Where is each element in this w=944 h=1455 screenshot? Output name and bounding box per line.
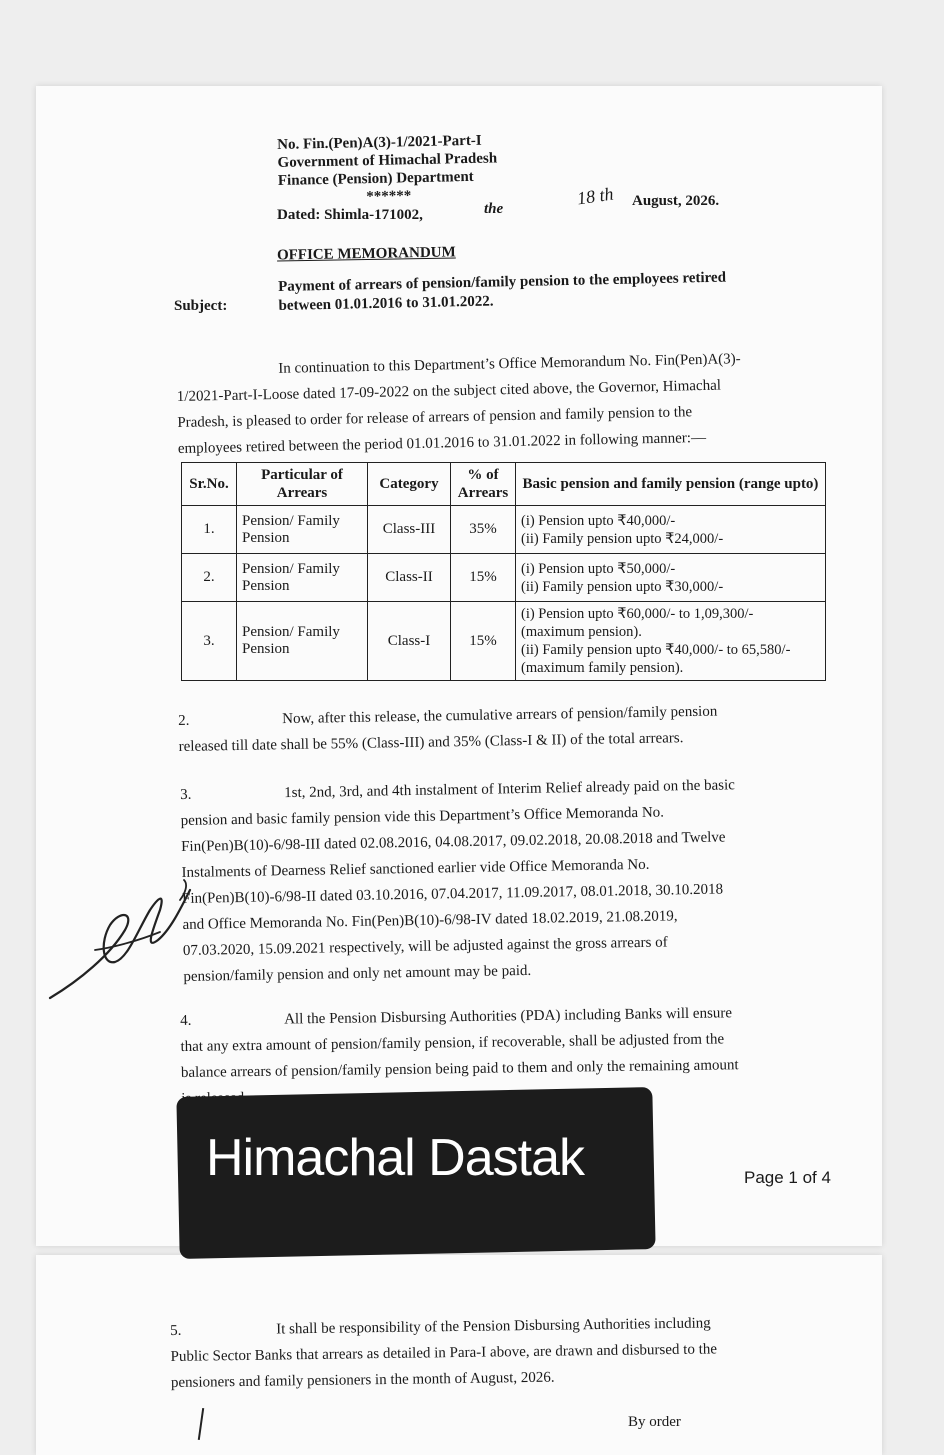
intro-line-3: Pradesh, is pleased to order for release of arrears of pension and family pension to the — [177, 404, 693, 431]
paragraph-3-line-3: Fin(Pen)B(10)-6/98-III dated 02.08.2016, 04.08.2017, 09.02.2018, 20.08.2018 and Twelve — [180, 829, 726, 855]
paragraph-3-number: 3. — [180, 786, 192, 803]
header-category: Category — [368, 463, 451, 506]
cell-percent: 35% — [451, 506, 516, 554]
paragraph-3 — [180, 771, 836, 990]
table-row — [182, 602, 826, 681]
paragraph-3-line-4: Instalments of Dearness Relief sanctioned earlier vide Office Memoranda No. — [181, 856, 650, 881]
month-year: August, 2026. — [632, 193, 720, 209]
table-row — [182, 554, 826, 602]
header-percent: % of Arrears — [451, 463, 516, 506]
paragraph-3-line-1-text: 1st, 2nd, 3rd, and 4th instalment of Interim Relief already paid on the basic — [284, 777, 736, 802]
page-number: Page 1 of 4 — [744, 1168, 831, 1187]
cell-range — [516, 506, 826, 554]
paragraph-4-line-3: balance arrears of pension/family pension being paid to them and only the remaining amount — [180, 1057, 739, 1081]
paragraph-3-line-2: pension and basic family pension vide this Department’s Office Memoranda No. — [180, 804, 665, 829]
by-order: By order — [628, 1414, 681, 1430]
paragraph-5-line-1-text: It shall be responsibility of the Pension Disbursing Authorities including — [276, 1315, 711, 1338]
handwritten-day: 18 th — [575, 183, 615, 209]
watermark-text: Himachal Dastak — [206, 1129, 585, 1187]
subject-line-2: between 01.01.2016 to 31.01.2022. — [278, 293, 494, 314]
cell-category: Class-II — [368, 554, 451, 602]
cell-srno: 1. — [182, 506, 237, 554]
range-pension: (i) Pension upto ₹60,000/- to 1,09,300/- (maximum pension). — [521, 606, 754, 640]
cell-particular: Pension/ Family Pension — [237, 554, 368, 602]
cell-particular: Pension/ Family Pension — [237, 602, 368, 681]
subject-label: Subject: — [174, 298, 228, 314]
range-family-pension: (ii) Family pension upto ₹30,000/- — [521, 578, 724, 595]
paragraph-3-line-7: 07.03.2020, 15.09.2021 respectively, will be adjusted against the gross arrears of — [182, 934, 668, 959]
subject-line-1: Payment of arrears of pension/family pension to the employees retired — [278, 269, 727, 295]
range-pension: (i) Pension upto ₹50,000/- — [521, 560, 676, 577]
paragraph-5-number: 5. — [170, 1322, 182, 1339]
cell-srno: 2. — [182, 554, 237, 602]
file-number: No. Fin.(Pen)A(3)-1/2021-Part-I — [277, 132, 482, 153]
department-name: Finance (Pension) Department — [277, 168, 474, 189]
paragraph-5 — [170, 1309, 839, 1396]
arrears-table — [181, 462, 826, 681]
header-basic-pension: Basic pension and family pension (range upto) — [516, 463, 826, 506]
cell-category: Class-III — [368, 506, 451, 554]
cell-percent: 15% — [451, 554, 516, 602]
cell-range — [516, 602, 826, 681]
cell-particular: Pension/ Family Pension — [237, 506, 368, 554]
paragraph-4-line-2: that any extra amount of pension/family pension, if recoverable, shall be adjusted from the — [180, 1031, 725, 1055]
paragraph-4-number: 4. — [180, 1012, 192, 1029]
paragraph-5-line-2: Public Sector Banks that arrears as detailed in Para-I above, are drawn and disbursed to the — [170, 1341, 718, 1365]
cell-category: Class-I — [368, 602, 451, 681]
table-header-row — [182, 463, 826, 506]
range-family-pension: (ii) Family pension upto ₹40,000/- to 65,580/- (maximum family pension). — [521, 642, 791, 676]
header-srno: Sr.No. — [182, 463, 237, 506]
government-name: Government of Himachal Pradesh — [277, 150, 498, 171]
range-pension: (i) Pension upto ₹40,000/- — [521, 512, 676, 529]
paragraph-2-line-2: released till date shall be 55% (Class-III) and 35% (Class-I & II) of the total arrears. — [178, 730, 684, 755]
separator-stars: ****** — [366, 188, 412, 206]
paragraph-3-line-8: pension/family pension and only net amount may be paid. — [183, 962, 532, 985]
cell-range — [516, 554, 826, 602]
intro-line-2: 1/2021-Part-I-Loose dated 17-09-2022 on the subject cited above, the Governor, Himachal — [176, 377, 722, 405]
intro-line-1: In continuation to this Department’s Office Memorandum No. Fin(Pen)A(3)- — [278, 351, 741, 377]
table-row — [182, 506, 826, 554]
paragraph-3-line-6: and Office Memoranda No. Fin(Pen)B(10)-6/98-IV dated 18.02.2019, 21.08.2019, — [182, 908, 678, 933]
the-word: the — [484, 201, 504, 217]
letter-header — [277, 131, 498, 208]
memo-title: OFFICE MEMORANDUM — [276, 244, 456, 264]
paragraph-2-line-1-text: Now, after this release, the cumulative arrears of pension/family pension — [282, 703, 718, 728]
paragraph-5-line-3: pensioners and family pensioners in the month of August, 2026. — [170, 1369, 555, 1391]
header-particular: Particular of Arrears — [237, 463, 368, 506]
paragraph-4-line-1-text: All the Pension Disbursing Authorities (PDA) including Banks will ensure — [284, 1005, 733, 1028]
margin-signature — [40, 870, 200, 1010]
paragraph-2-number: 2. — [178, 712, 190, 729]
paragraph-3-line-5: Fin(Pen)B(10)-6/98-II dated 03.10.2016, 07.04.2017, 11.09.2017, 08.01.2018, 30.10.2018 — [181, 881, 724, 907]
range-family-pension: (ii) Family pension upto ₹24,000/- — [521, 530, 724, 547]
intro-paragraph — [176, 344, 833, 462]
cell-srno: 3. — [182, 602, 237, 681]
cell-percent: 15% — [451, 602, 516, 681]
intro-line-4: employees retired between the period 01.01.2016 to 31.01.2022 in following manner:— — [177, 429, 707, 457]
dated-label: Dated: Shimla-171002, — [277, 207, 423, 223]
